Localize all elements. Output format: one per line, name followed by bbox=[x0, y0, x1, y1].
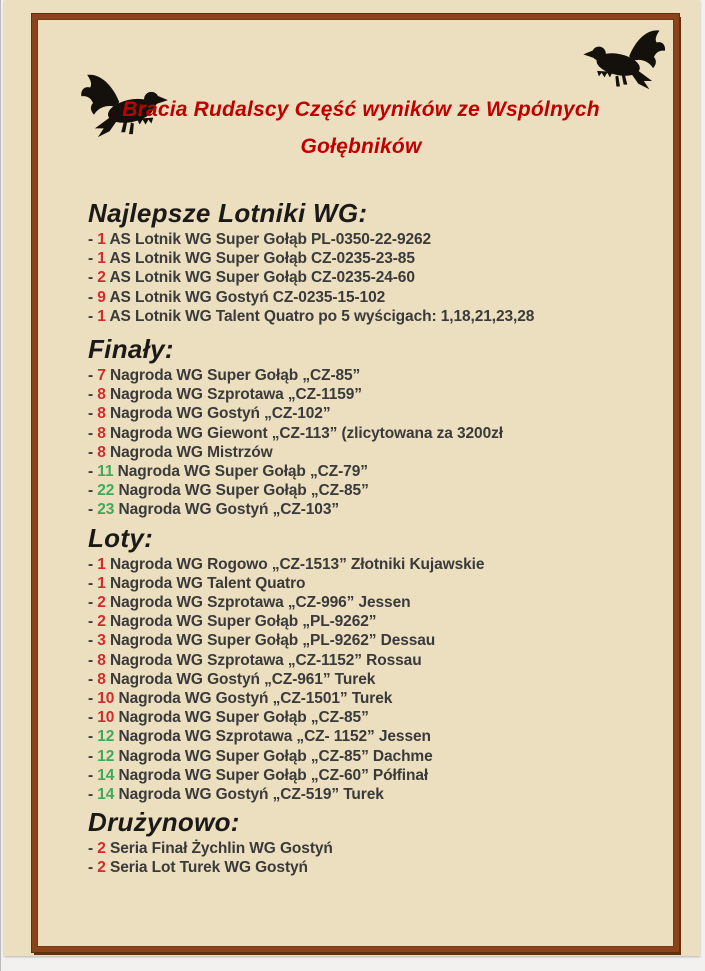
result-rank: 14 bbox=[97, 766, 115, 784]
item-dash: - bbox=[88, 463, 98, 481]
result-text: Nagroda WG Talent Quatro bbox=[105, 574, 306, 592]
result-item bbox=[88, 404, 634, 423]
result-section bbox=[88, 807, 634, 877]
result-rank: 14 bbox=[97, 786, 115, 804]
result-rank: 1 bbox=[97, 231, 106, 248]
result-item bbox=[88, 858, 634, 877]
item-dash: - bbox=[88, 786, 98, 804]
result-item bbox=[88, 574, 634, 593]
result-rank: 1 bbox=[97, 555, 106, 573]
result-text: AS Lotnik WG Gostyń CZ-0235-15-102 bbox=[105, 288, 386, 306]
result-item bbox=[88, 385, 634, 404]
result-rank: 12 bbox=[97, 728, 115, 746]
result-text: Nagroda WG Gostyń „CZ-1501” Turek bbox=[114, 690, 393, 708]
item-dash: - bbox=[88, 424, 98, 442]
result-item bbox=[88, 593, 634, 612]
item-dash: - bbox=[88, 632, 98, 650]
result-list bbox=[88, 555, 634, 805]
result-rank: 2 bbox=[97, 594, 106, 612]
result-item bbox=[88, 443, 634, 462]
result-item bbox=[88, 288, 634, 307]
result-rank: 10 bbox=[97, 690, 115, 708]
result-list bbox=[88, 230, 634, 326]
item-dash: - bbox=[88, 651, 98, 669]
item-dash: - bbox=[88, 555, 98, 573]
item-dash: - bbox=[88, 288, 98, 306]
result-rank: 3 bbox=[97, 632, 106, 650]
result-text: Seria Lot Turek WG Gostyń bbox=[105, 859, 308, 877]
result-text: AS Lotnik WG Super Gołąb CZ-0235-23-85 bbox=[105, 250, 415, 268]
result-text: Nagroda WG Szprotawa „CZ-1152” Rossau bbox=[105, 651, 422, 669]
section-heading: Loty: bbox=[88, 522, 154, 553]
result-text: Nagroda WG Rogowo „CZ-1513” Złotniki Kujawskie bbox=[105, 555, 485, 573]
result-rank: 22 bbox=[97, 482, 115, 500]
item-dash: - bbox=[88, 501, 98, 519]
results-sections bbox=[88, 198, 634, 878]
result-text: Nagroda WG Super Gołąb „PL-9262” Dessau bbox=[105, 632, 436, 650]
result-item bbox=[88, 766, 634, 785]
item-dash: - bbox=[88, 859, 98, 877]
result-item bbox=[88, 747, 634, 766]
item-dash: - bbox=[88, 747, 98, 765]
result-rank: 23 bbox=[97, 501, 115, 519]
result-text: Nagroda WG Super Gołąb „CZ-85” bbox=[114, 709, 369, 727]
result-item bbox=[88, 555, 634, 574]
document-content bbox=[37, 19, 674, 947]
section-heading: Drużynowo: bbox=[88, 807, 240, 838]
result-item bbox=[88, 268, 634, 287]
result-text: Nagroda WG Gostyń „CZ-961” Turek bbox=[105, 670, 376, 688]
result-item bbox=[88, 462, 634, 481]
document-page bbox=[4, 0, 700, 956]
item-dash: - bbox=[88, 231, 98, 248]
result-rank: 1 bbox=[97, 250, 106, 268]
item-dash: - bbox=[88, 405, 98, 423]
item-dash: - bbox=[88, 367, 98, 385]
result-rank: 8 bbox=[97, 443, 106, 461]
result-item bbox=[88, 249, 634, 268]
result-text: Nagroda WG Super Gołąb „CZ-85” bbox=[114, 482, 369, 500]
result-item bbox=[88, 424, 634, 443]
result-text: AS Lotnik WG Super Gołąb PL-0350-22-9262 bbox=[105, 231, 432, 248]
result-text: AS Lotnik WG Talent Quatro po 5 wyścigach: 1,18,21,23,28 bbox=[105, 307, 535, 325]
result-item bbox=[88, 230, 634, 249]
item-dash: - bbox=[88, 613, 98, 631]
result-rank: 1 bbox=[97, 307, 106, 325]
result-rank: 2 bbox=[97, 859, 106, 877]
result-text: Nagroda WG Szprotawa „CZ-1159” bbox=[105, 386, 362, 404]
result-text: Nagroda WG Super Gołąb „CZ-85” bbox=[105, 367, 361, 385]
result-text: Seria Finał Żychlin WG Gostyń bbox=[105, 840, 333, 858]
item-dash: - bbox=[88, 728, 98, 746]
result-rank: 11 bbox=[97, 463, 114, 481]
item-dash: - bbox=[88, 307, 98, 325]
item-dash: - bbox=[88, 269, 98, 287]
item-dash: - bbox=[88, 574, 98, 592]
result-rank: 12 bbox=[97, 747, 115, 765]
result-rank: 8 bbox=[97, 651, 106, 669]
result-rank: 8 bbox=[97, 424, 106, 442]
result-rank: 2 bbox=[97, 269, 106, 287]
result-rank: 7 bbox=[97, 367, 106, 385]
result-item bbox=[88, 785, 634, 804]
result-rank: 8 bbox=[97, 405, 106, 423]
result-text: Nagroda WG Super Gołąb „CZ-79” bbox=[113, 463, 368, 481]
result-item bbox=[88, 307, 634, 326]
result-section bbox=[88, 523, 634, 805]
result-text: Nagroda WG Gostyń „CZ-102” bbox=[105, 405, 331, 423]
item-dash: - bbox=[88, 594, 98, 612]
result-text: Nagroda WG Giewont „CZ-113” (zlicytowana za 3200zł bbox=[105, 424, 503, 442]
result-rank: 9 bbox=[97, 288, 106, 306]
result-rank: 8 bbox=[97, 386, 106, 404]
result-list bbox=[88, 839, 634, 877]
result-item bbox=[88, 839, 634, 858]
result-item bbox=[88, 689, 634, 708]
page-title-line-1: Bracia Rudalscy Część wyników ze Wspólnych bbox=[122, 98, 600, 121]
item-dash: - bbox=[88, 766, 98, 784]
section-heading: Finały: bbox=[88, 334, 174, 365]
result-item bbox=[88, 670, 634, 689]
result-text: Nagroda WG Mistrzów bbox=[105, 443, 273, 461]
page-title bbox=[98, 91, 624, 165]
result-text: Nagroda WG Szprotawa „CZ-996” Jessen bbox=[105, 594, 411, 612]
result-text: Nagroda WG Gostyń „CZ-103” bbox=[114, 501, 339, 519]
result-text: Nagroda WG Super Gołąb „PL-9262” bbox=[105, 613, 377, 631]
item-dash: - bbox=[88, 482, 98, 500]
item-dash: - bbox=[88, 386, 98, 404]
result-text: Nagroda WG Super Gołąb „CZ-85” Dachme bbox=[114, 747, 433, 765]
result-text: Nagroda WG Super Gołąb „CZ-60” Półfinał bbox=[114, 766, 429, 784]
result-item bbox=[88, 727, 634, 746]
result-rank: 2 bbox=[97, 840, 106, 858]
result-section bbox=[88, 334, 634, 520]
result-item bbox=[88, 708, 634, 727]
result-item bbox=[88, 631, 634, 650]
result-item bbox=[88, 366, 634, 385]
item-dash: - bbox=[88, 690, 98, 708]
result-rank: 8 bbox=[97, 670, 106, 688]
page-title-line-2: Gołębników bbox=[300, 135, 422, 158]
result-item bbox=[88, 481, 634, 500]
item-dash: - bbox=[88, 840, 98, 858]
result-rank: 1 bbox=[97, 574, 106, 592]
section-heading: Najlepsze Lotniki WG: bbox=[88, 198, 368, 228]
result-text: AS Lotnik WG Super Gołąb CZ-0235-24-60 bbox=[105, 269, 415, 287]
result-section bbox=[88, 198, 634, 326]
result-item bbox=[88, 500, 634, 519]
result-item bbox=[88, 651, 634, 670]
result-item bbox=[88, 612, 634, 631]
result-text: Nagroda WG Gostyń „CZ-519” Turek bbox=[114, 786, 384, 804]
result-rank: 2 bbox=[97, 613, 106, 631]
item-dash: - bbox=[88, 670, 98, 688]
item-dash: - bbox=[88, 443, 98, 461]
result-rank: 10 bbox=[97, 709, 115, 727]
item-dash: - bbox=[88, 709, 98, 727]
result-list bbox=[88, 366, 634, 520]
result-text: Nagroda WG Szprotawa „CZ- 1152” Jessen bbox=[114, 728, 431, 746]
item-dash: - bbox=[88, 250, 98, 268]
